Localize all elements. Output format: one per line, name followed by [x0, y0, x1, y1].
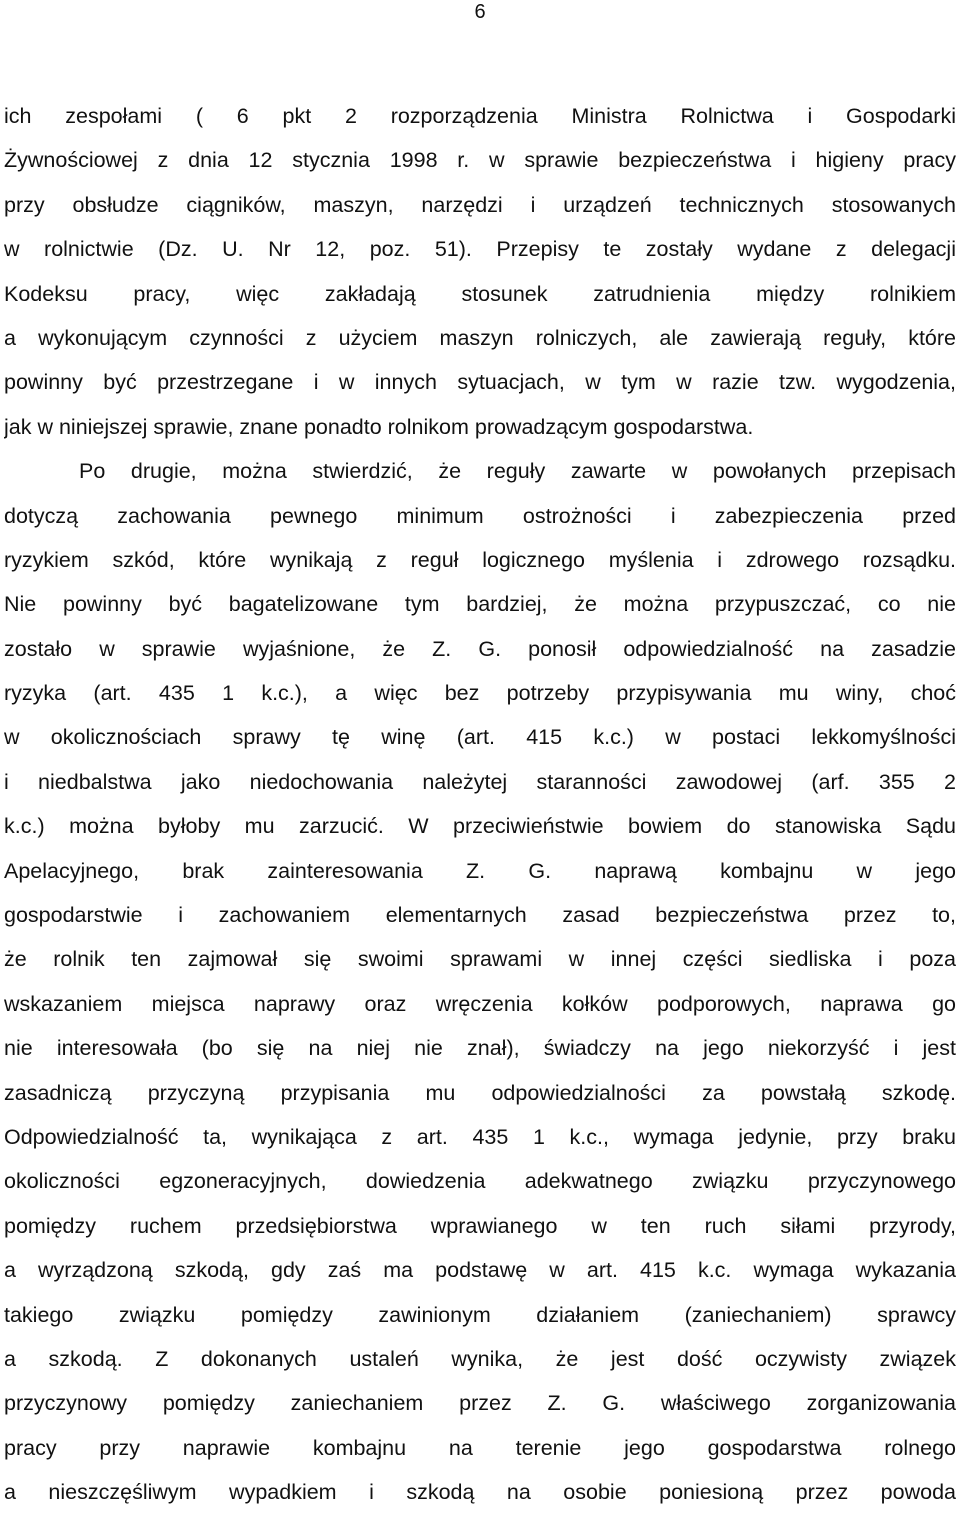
text-line: Kodeksu pracy, więc zakładają stosunek zatrudnienia między rolnikiem: [4, 281, 956, 306]
text-line: w rolnictwie (Dz. U. Nr 12, poz. 51). Przepisy te zostały wydane z delegacji: [4, 237, 956, 262]
text-line: pracy przy naprawie kombajnu na terenie jego gospodarstwa rolnego: [4, 1435, 956, 1460]
text-line: k.c.) można byłoby mu zarzucić. W przeciwieństwie bowiem do stanowiska Sądu: [4, 814, 956, 839]
text-line: w okolicznościach sprawy tę winę (art. 415 k.c.) w postaci lekkomyślności: [4, 725, 956, 750]
text-line: przyczynowy pomiędzy zaniechaniem przez Z. G. właściwego zorganizowania: [4, 1391, 956, 1416]
text-line: zostało w sprawie wyjaśnione, że Z. G. ponosił odpowiedzialność na zasadzie: [4, 636, 956, 661]
text-line: a szkodą. Z dokonanych ustaleń wynika, że jest dość oczywisty związek: [4, 1346, 956, 1371]
text-line: pomiędzy ruchem przedsiębiorstwa wprawianego w ten ruch siłami przyrody,: [4, 1213, 956, 1238]
text-line: ryzyka (art. 435 1 k.c.), a więc bez potrzeby przypisywania mu winy, choć: [4, 681, 956, 706]
text-line: ich zespołami ( 6 pkt 2 rozporządzenia Ministra Rolnictwa i Gospodarki: [4, 104, 956, 128]
text-line: Żywnościowej z dnia 12 stycznia 1998 r. w sprawie bezpieczeństwa i higieny pracy: [4, 148, 956, 173]
text-line: zasadniczą przyczyną przypisania mu odpowiedzialności za powstałą szkodę.: [4, 1080, 956, 1105]
text-line: Po drugie, można stwierdzić, że reguły zawarte w powołanych przepisach: [79, 459, 956, 484]
paragraph-1: [4, 94, 956, 449]
document-body: [4, 94, 956, 1515]
text-line: Nie powinny być bagatelizowane tym bardziej, że można przypuszczać, co nie: [4, 592, 956, 617]
text-line: że rolnik ten zajmował się swoimi sprawami w innej części siedliska i poza: [4, 947, 956, 972]
text-line: Odpowiedzialność ta, wynikająca z art. 435 1 k.c., wymaga jedynie, przy braku: [4, 1124, 956, 1149]
page-number: 6: [474, 1, 486, 23]
text-line: nie interesowała (bo się na niej nie znał), świadczy na jego niekorzyść i jest: [4, 1036, 956, 1061]
text-line: powinny być przestrzegane i w innych sytuacjach, w tym w razie tzw. wygodzenia,: [4, 370, 956, 395]
text-line: wskazaniem miejsca naprawy oraz wręczenia kołków podporowych, naprawa go: [4, 991, 956, 1016]
text-line: przy obsłudze ciągników, maszyn, narzędzi i urządzeń technicznych stosowanych: [4, 192, 956, 217]
paragraph-2: [4, 449, 956, 1514]
text-line: dotyczą zachowania pewnego minimum ostrożności i zabezpieczenia przed: [4, 503, 956, 528]
text-line: gospodarstwie i zachowaniem elementarnych zasad bezpieczeństwa przez to,: [4, 903, 956, 928]
text-line: ryzykiem szkód, które wynikają z reguł logicznego myślenia i zdrowego rozsądku.: [4, 547, 956, 572]
text-line: Apelacyjnego, brak zainteresowania Z. G. naprawą kombajnu w jego: [4, 858, 956, 883]
text-line: a nieszczęśliwym wypadkiem i szkodą na osobie poniesioną przez powoda: [4, 1480, 956, 1505]
text-line: a wykonującym czynności z użyciem maszyn rolniczych, ale zawierają reguły, które: [4, 325, 956, 350]
text-line: jak w niniejszej sprawie, znane ponadto rolnikom prowadzącym gospodarstwa.: [4, 414, 754, 439]
text-line: i niedbalstwa jako niedochowania należytej staranności zawodowej (arf. 355 2: [4, 769, 956, 794]
text-line: takiego związku pomiędzy zawinionym działaniem (zaniechaniem) sprawcy: [4, 1302, 956, 1327]
text-line: okoliczności egzoneracyjnych, dowiedzenia adekwatnego związku przyczynowego: [4, 1169, 956, 1194]
text-line: a wyrządzoną szkodą, gdy zaś ma podstawę w art. 415 k.c. wymaga wykazania: [4, 1258, 956, 1283]
